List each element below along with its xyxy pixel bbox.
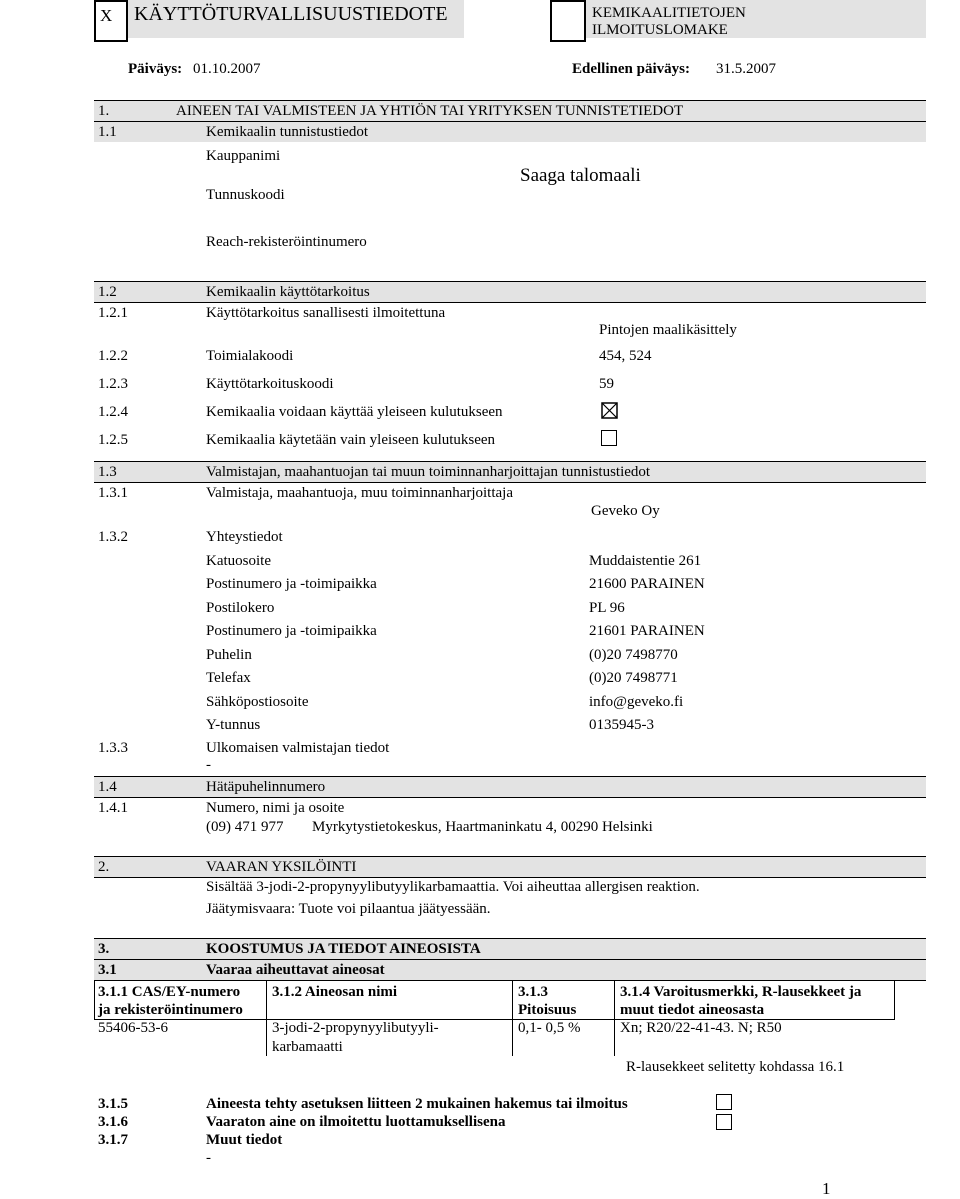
doc-type-mark: X: [100, 6, 113, 25]
section-3-title: KOOSTUMUS JA TIEDOT AINEOSISTA: [206, 941, 481, 957]
section-3-1-5-label: Aineesta tehty asetuksen liitteen 2 mukainen hakemus tai ilmoitus: [206, 1096, 628, 1112]
section-1-2-5-number: 1.2.5: [98, 432, 128, 448]
col-cas-header-1: 3.1.1 CAS/EY-numero: [98, 984, 241, 1000]
section-1-2-title: Kemikaalin käyttötarkoitus: [206, 284, 370, 300]
section-3-number: 3.: [98, 941, 110, 957]
prev-date-value: 31.5.2007: [716, 61, 776, 77]
contact-value: 21601 PARAINEN: [589, 623, 705, 639]
contact-label: Postilokero: [206, 600, 275, 616]
section-1-3-1-label: Valmistaja, maahantuoja, muu toiminnanharjoittaja: [206, 485, 514, 501]
consumer-use-checkbox-checked[interactable]: [601, 402, 618, 419]
col-conc-header-1: 3.1.3: [518, 984, 548, 1000]
id-code-label: Tunnuskoodi: [206, 187, 285, 203]
section-2-number: 2.: [98, 859, 110, 875]
trade-name-label: Kauppanimi: [206, 148, 281, 164]
section-1-3-number: 1.3: [98, 464, 117, 480]
trade-name-value: Saaga talomaali: [520, 165, 641, 186]
contact-value: (0)20 7498770: [589, 647, 678, 663]
table-divider: [94, 981, 95, 1020]
prev-date-label: Edellinen päiväys:: [572, 61, 690, 77]
contact-label: Y-tunnus: [206, 717, 261, 733]
form-type-checkbox[interactable]: [550, 0, 586, 42]
section-1-2-1-value: Pintojen maalikäsittely: [599, 322, 737, 338]
section-1-4-1-number: 1.4.1: [98, 800, 128, 816]
section-1-2-4-label: Kemikaalia voidaan käyttää yleiseen kulutukseen: [206, 404, 503, 420]
section-1-2-1-label: Käyttötarkoitus sanallisesti ilmoitettuna: [206, 305, 446, 321]
section-1-2-5-label: Kemikaalia käytetään vain yleiseen kulutukseen: [206, 432, 496, 448]
contact-label: Puhelin: [206, 647, 252, 663]
section-1-3-2-number: 1.3.2: [98, 529, 128, 545]
contact-value: PL 96: [589, 600, 625, 616]
section-1-2-number: 1.2: [98, 284, 117, 300]
section-1-2-2-value: 454, 524: [599, 348, 652, 364]
col-conc-header-2: Pitoisuus: [518, 1002, 577, 1018]
reach-label: Reach-rekisteröintinumero: [206, 234, 367, 250]
section-1-2-2-number: 1.2.2: [98, 348, 128, 364]
col-class-header-1: 3.1.4 Varoitusmerkki, R-lausekkeet ja: [620, 984, 862, 1000]
section-3-1-7-number: 3.1.7: [98, 1132, 128, 1148]
table-divider: [894, 981, 895, 1020]
application-checkbox[interactable]: [716, 1094, 732, 1110]
doc-title: KÄYTTÖTURVALLISUUSTIEDOTE: [134, 3, 448, 25]
section-1-1-title: Kemikaalin tunnistustiedot: [206, 124, 369, 140]
cell-conc: 0,1- 0,5 %: [518, 1020, 581, 1036]
col-name-header: 3.1.2 Aineosan nimi: [272, 984, 398, 1000]
section-1-4-1-label: Numero, nimi ja osoite: [206, 800, 345, 816]
contact-value: info@geveko.fi: [589, 694, 684, 710]
section-3-1-6-label: Vaaraton aine on ilmoitettu luottamuksellisena: [206, 1114, 506, 1130]
cell-class: Xn; R20/22-41-43. N; R50: [620, 1020, 782, 1036]
section-1-3-1-value: Geveko Oy: [591, 503, 660, 519]
contact-label: Telefax: [206, 670, 251, 686]
hazard-line-2: Jäätymisvaara: Tuote voi pilaantua jäätyessään.: [206, 901, 491, 917]
section-3-1-7-label: Muut tiedot: [206, 1132, 283, 1148]
section-1-2-4-number: 1.2.4: [98, 404, 128, 420]
section-3-1-number: 3.1: [98, 962, 117, 978]
section-1-3-1-number: 1.3.1: [98, 485, 128, 501]
contact-value: 0135945-3: [589, 717, 654, 733]
emergency-phone: (09) 471 977: [206, 819, 284, 835]
section-1-4-title: Hätäpuhelinnumero: [206, 779, 326, 795]
section-3-1-6-number: 3.1.6: [98, 1114, 128, 1130]
section-1-2-1-number: 1.2.1: [98, 305, 128, 321]
contact-label: Postinumero ja -toimipaikka: [206, 623, 377, 639]
contact-value: Muddaistentie 261: [589, 553, 702, 569]
hazard-line-1: Sisältää 3-jodi-2-propynyylibutyylikarbamaattia. Voi aiheuttaa allergisen reaktion.: [206, 879, 700, 895]
section-1-2-3-number: 1.2.3: [98, 376, 128, 392]
section-1-number: 1.: [98, 103, 110, 119]
contact-label: Sähköpostiosoite: [206, 694, 309, 710]
cell-name-1: 3-jodi-2-propynyylibutyyli-: [272, 1020, 439, 1036]
form-title-line1: KEMIKAALITIETOJEN: [592, 5, 746, 21]
section-1-3-2-label: Yhteystiedot: [206, 529, 283, 545]
page-number: 1: [822, 1179, 831, 1198]
consumer-only-checkbox[interactable]: [601, 430, 617, 446]
section-2-title: VAARAN YKSILÖINTI: [206, 859, 357, 875]
doc-type-checkbox[interactable]: [94, 0, 128, 42]
section-3-1-5-number: 3.1.5: [98, 1096, 128, 1112]
section-1-2-3-label: Käyttötarkoituskoodi: [206, 376, 334, 392]
contact-value: (0)20 7498771: [589, 670, 678, 686]
section-1-2-2-label: Toimialakoodi: [206, 348, 294, 364]
date-value: 01.10.2007: [193, 61, 261, 77]
section-3-1-title: Vaaraa aiheuttavat aineosat: [206, 962, 385, 978]
cell-cas: 55406-53-6: [98, 1020, 168, 1036]
section-3-1-7-value: -: [206, 1150, 211, 1166]
confidential-checkbox[interactable]: [716, 1114, 732, 1130]
section-1-title: AINEEN TAI VALMISTEEN JA YHTIÖN TAI YRITYKSEN TUNNISTETIEDOT: [176, 103, 684, 119]
col-cas-header-2: ja rekisteröintinumero: [98, 1002, 243, 1018]
col-class-header-2: muut tiedot aineosasta: [620, 1002, 765, 1018]
section-1-1-number: 1.1: [98, 124, 117, 140]
contact-value: 21600 PARAINEN: [589, 576, 705, 592]
contact-label: Postinumero ja -toimipaikka: [206, 576, 377, 592]
section-1-3-3-label: Ulkomaisen valmistajan tiedot: [206, 740, 390, 756]
section-1-2-3-value: 59: [599, 376, 614, 392]
contact-label: Katuosoite: [206, 553, 271, 569]
date-label: Päiväys:: [128, 61, 183, 77]
section-1-3-3-number: 1.3.3: [98, 740, 128, 756]
section-1-3-3-value: -: [206, 757, 211, 773]
r-phrases-note: R-lausekkeet selitetty kohdassa 16.1: [626, 1059, 845, 1075]
section-1-3-title: Valmistajan, maahantuojan tai muun toiminnanharjoittajan tunnistustiedot: [206, 464, 651, 480]
emergency-address: Myrkytystietokeskus, Haartmaninkatu 4, 00290 Helsinki: [312, 819, 653, 835]
form-title-line2: ILMOITUSLOMAKE: [592, 22, 728, 38]
section-1-4-number: 1.4: [98, 779, 117, 795]
cell-name-2: karbamaatti: [272, 1039, 343, 1055]
